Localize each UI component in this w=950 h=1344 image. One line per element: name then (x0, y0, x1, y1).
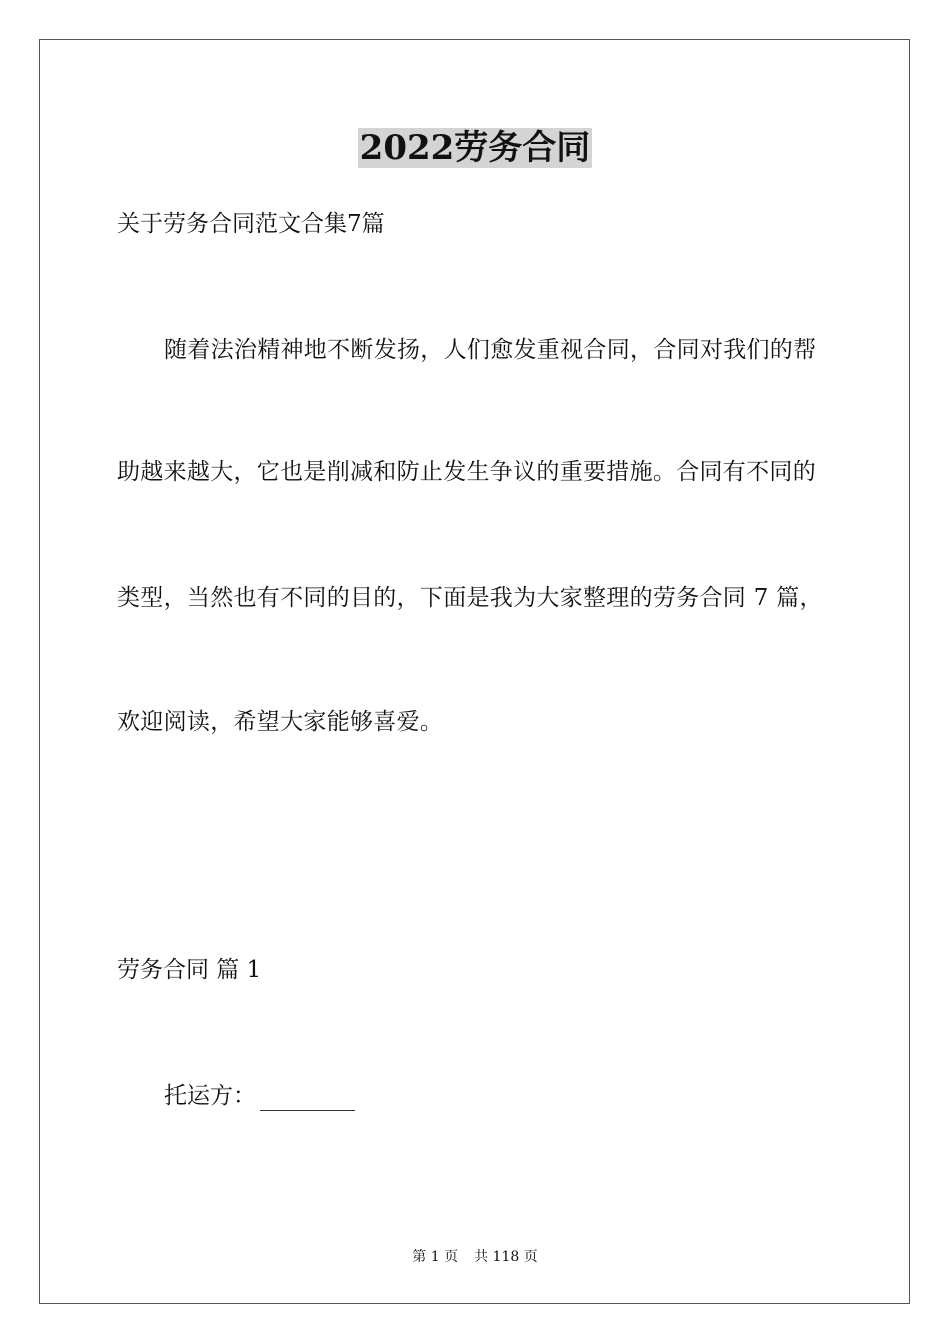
intro-paragraph-line-4: 欢迎阅读，希望大家能够喜爱。 (117, 709, 444, 735)
document-title-text: 2022劳务合同 (359, 128, 591, 168)
intro-paragraph-line-1: 随着法治精神地不断发扬，人们愈发重视合同，合同对我们的帮 (164, 337, 817, 363)
page-footer (0, 1248, 950, 1266)
shipper-blank-line (260, 1088, 355, 1111)
document-title (0, 128, 950, 168)
intro-paragraph-line-3: 类型，当然也有不同的目的，下面是我为大家整理的劳务合同 7 篇， (117, 585, 823, 611)
footer-total-pages: 共 118 页 (474, 1249, 538, 1265)
shipper-field-row (164, 1081, 355, 1111)
intro-paragraph-line-2: 助越来越大，它也是削减和防止发生争议的重要措施。合同有不同的 (117, 459, 816, 485)
section-heading: 劳务合同 篇 1 (117, 957, 262, 983)
footer-current-page: 第 1 页 (412, 1249, 459, 1265)
shipper-label: 托运方： (164, 1083, 256, 1109)
document-subtitle: 关于劳务合同范文合集7篇 (117, 211, 385, 237)
